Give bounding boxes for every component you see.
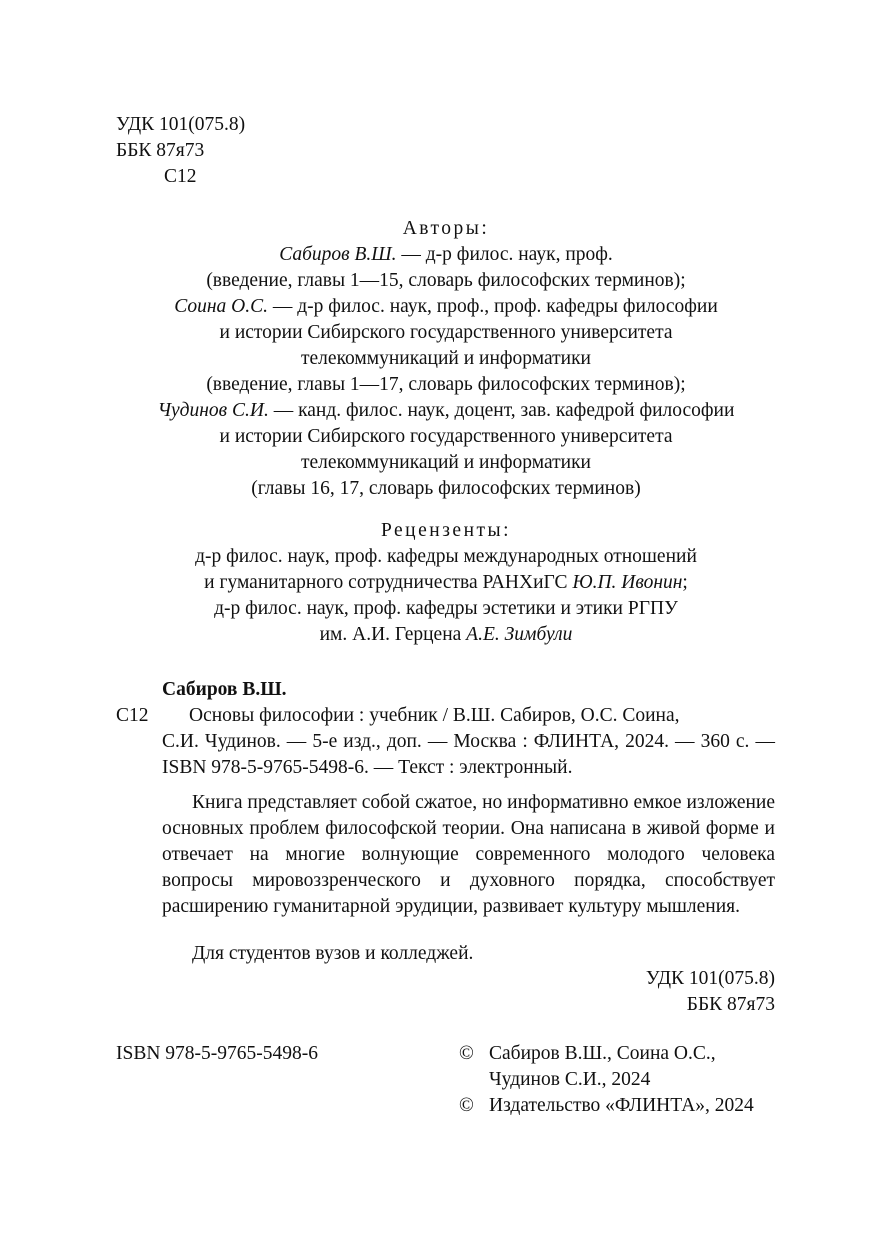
author-line: Соина О.С. — д-р филос. наук, проф., проф. кафедры философии [174, 296, 718, 317]
reviewer-line: и гуманитарного сотрудничества РАНХиГС Ю.П. Ивонин; [204, 572, 688, 593]
author-line: Сабиров В.Ш. — д-р филос. наук, проф. [279, 244, 613, 265]
author-line: Чудинов С.И. — канд. филос. наук, доцент, зав. кафедрой философии [157, 400, 735, 421]
reviewers-block [60, 518, 832, 648]
reviewers-heading: Рецензенты: [380, 520, 512, 541]
author-name: Сабиров В.Ш. [279, 244, 397, 265]
cutter-code: С12 [164, 166, 197, 187]
reviewer-line: д-р филос. наук, проф. кафедры международных отношений [195, 546, 697, 567]
classification-codes-repeat [560, 966, 775, 1018]
author-name: Соина О.С. [174, 296, 268, 317]
bibliographic-cutter: С12 [116, 705, 149, 726]
bibliographic-details: С.И. Чудинов. — 5-е изд., доп. — Москва : ФЛИНТА, 2024. — 360 с. — ISBN 978-5-9765-5498-6. — Текст : электронный. [162, 731, 775, 778]
author-line: (введение, главы 1—15, словарь философских терминов); [206, 270, 686, 291]
reviewer-name: Ю.П. Ивонин [572, 572, 683, 593]
authors-heading: Авторы: [402, 218, 490, 239]
udk-code: УДК 101(075.8) [116, 114, 246, 135]
copyright-block [459, 1041, 754, 1119]
authors-block [60, 216, 832, 502]
copyright-authors: © Сабиров В.Ш., Соина О.С., [459, 1041, 754, 1067]
book-abstract: Книга представляет собой сжатое, но информативно емкое изложение основных проблем философской теории. Она написана в живой форме и отвечает на многие волнующие современного молодого человека вопросы мировоззренческого и духовного порядка, способствует расширению гуманитарной эрудиции, развивает культуру мышления. [162, 792, 775, 917]
author-line: (главы 16, 17, словарь философских терминов) [251, 478, 641, 499]
author-line: и истории Сибирского государственного университета [219, 426, 673, 447]
bibliographic-title-line: Основы философии : учебник / В.Ш. Сабиров, О.С. Соина, [189, 705, 680, 726]
target-audience: Для студентов вузов и колледжей. [192, 943, 474, 964]
bbk-code-repeat: ББК 87я73 [686, 994, 775, 1015]
author-line: телекоммуникаций и информатики [301, 452, 591, 473]
author-name: Чудинов С.И. [157, 400, 269, 421]
reviewer-name: А.Е. Зимбули [466, 624, 573, 645]
author-line: и истории Сибирского государственного университета [219, 322, 673, 343]
copyright-authors-cont: Чудинов С.И., 2024 [489, 1069, 651, 1090]
reviewer-line: им. А.И. Герцена А.Е. Зимбули [319, 624, 573, 645]
bibliographic-author: Сабиров В.Ш. [162, 679, 287, 700]
bibliographic-description [162, 703, 775, 781]
author-line: телекоммуникаций и информатики [301, 348, 591, 369]
copyright-symbol: © [459, 1043, 474, 1064]
copyright-symbol: © [459, 1095, 474, 1116]
bbk-code: ББК 87я73 [116, 140, 205, 161]
reviewer-line: д-р филос. наук, проф. кафедры эстетики и этики РГПУ [214, 598, 678, 619]
classification-codes [116, 112, 245, 190]
copyright-publisher: © Издательство «ФЛИНТА», 2024 [459, 1093, 754, 1119]
isbn: ISBN 978-5-9765-5498-6 [116, 1043, 319, 1064]
author-line: (введение, главы 1—17, словарь философских терминов); [206, 374, 686, 395]
udk-code-repeat: УДК 101(075.8) [645, 968, 775, 989]
